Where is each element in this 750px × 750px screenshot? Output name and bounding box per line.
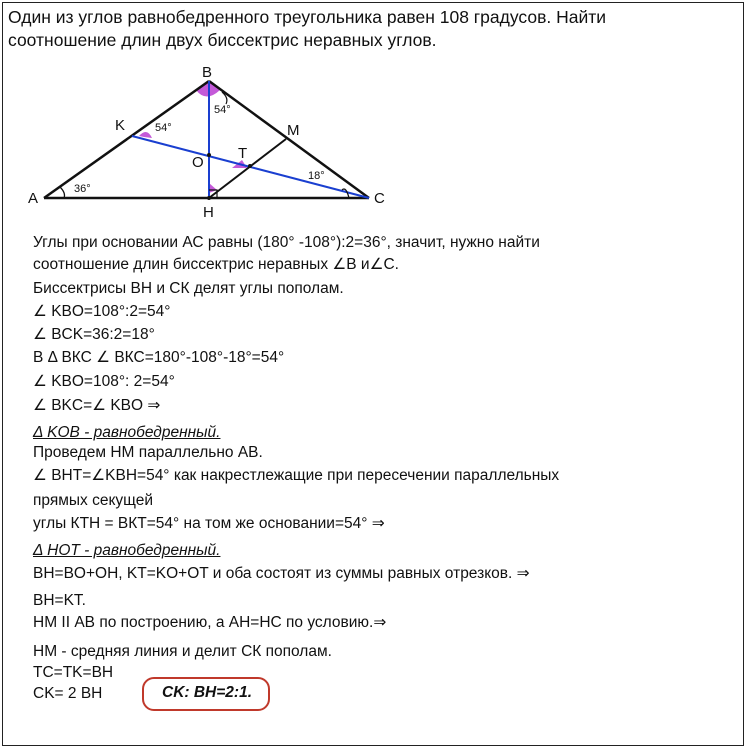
problem-line-2: соотношение длин двух биссектрис неравных углов. [8,30,437,50]
answer-text: CK: BH=2:1. [162,684,253,701]
solution-line-7: ∠ KBO=108°: 2=54° [33,373,175,390]
point-o-dot [207,153,211,157]
problem-line-1: Один из углов равнобедренного треугольника равен 108 градусов. Найти [8,7,607,27]
solution-line-9: Δ KOB - равнобедренный. [33,424,221,441]
angle-label-b: 54° [214,104,231,116]
label-k: K [115,117,126,134]
solution-line-10: Проведем НМ параллельно АВ. [33,444,263,461]
label-h: H [203,204,214,221]
angle-mark-k [139,132,152,138]
solution-line-6: В Δ ВКС ∠ ВКС=180°-108°-18°=54° [33,349,285,366]
solution-line-17: НМ II АВ по построению, а АН=НС по условию.⇒ [33,614,387,631]
solution-line-4: ∠ KBO=108°:2=54° [33,303,171,320]
solution-line-1: Углы при основании АС равны (180° -108°):2=36°, значит, нужно найти [33,234,540,251]
point-t-dot [248,164,252,168]
angle-label-c: 18° [308,170,325,182]
angle-mark-h [209,183,217,193]
point-h-dot [207,196,211,200]
label-m: M [287,122,300,139]
midline-hm [209,139,286,198]
solution-line-18: НМ - средняя линия и делит СК пополам. [33,643,332,660]
angle-label-k: 54° [155,122,172,134]
solution-line-20: CK= 2 BH [33,685,103,702]
label-a: A [28,190,39,207]
label-o: O [192,154,204,171]
label-t: T [238,145,248,162]
solution-line-3: Биссектрисы ВН и СК делят углы пополам. [33,280,344,297]
label-b: B [202,64,213,81]
angle-label-a: 36° [74,183,91,195]
solution-line-8: ∠ BKC=∠ KBO ⇒ [33,397,161,414]
solution-line-15: BH=BO+OH, KT=KO+OT и оба состоят из суммы равных отрезков. ⇒ [33,565,530,582]
angle-arc-a [60,187,65,198]
solution-line-19: TC=TK=BH [33,664,114,681]
side-ab [44,81,209,198]
solution-line-14: Δ HOT - равнобедренный. [33,542,221,559]
solution-line-5: ∠ BCK=36:2=18° [33,326,155,343]
solution-line-16: BH=KT. [33,592,86,609]
solution-line-11: ∠ BHT=∠KBH=54° как накрестлежащие при пересечении параллельных [33,467,560,484]
solution-line-2: соотношение длин биссектрис неравных ∠B и∠C. [33,256,399,273]
label-c: C [374,190,385,207]
solution-line-13: углы КТН = ВКТ=54° на том же основании=54° ⇒ [33,515,385,532]
solution-line-12: прямых секущей [33,492,154,509]
